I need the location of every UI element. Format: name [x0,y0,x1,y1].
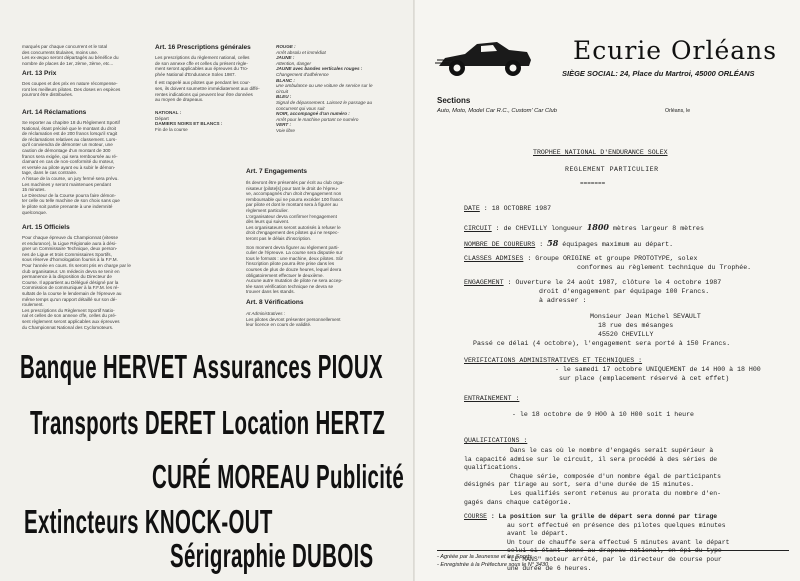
art15-body [22,235,152,330]
text-line: phée National d'Endurance Solex 1987. [155,71,236,77]
date-value: : 18 OCTOBRE 1987 [483,205,552,212]
text-line: "LE MANS" moteur arrêté, par le directeur de course pour [507,555,722,563]
text-line: sent règlement seront applicables aux épreuves [22,318,120,324]
doc-subtitle: REGLEMENT PARTICULIER [565,166,659,173]
art15-title: Art. 15 Officiels [22,224,70,231]
coureurs-label: NOMBRE DE COUREURS [464,241,536,248]
text-line: Les qualifiés seront retenus au prorata du nombre d'en- [510,489,721,497]
address-line: 18 rue des mésanges [598,322,674,329]
art16-title: Art. 16 Prescriptions générales [155,44,251,51]
sponsor-line-3: CURÉ MOREAU Publicité [152,458,405,495]
art13-intro [22,44,152,66]
sponsor-line-4: Extincteurs KNOCK-OUT [24,503,273,540]
classes-value-2: conformes au règlement technique du Trophée. [577,264,752,271]
sponsor-line-1: Banque HERVET Assurances PIOUX [20,348,383,385]
text-line: pourront être distribuées. [22,92,74,98]
footer [437,553,548,569]
text-line: nal et celles de son annexe cffe, celles du pré- [22,313,117,319]
national-label: NATIONAL : [155,110,182,115]
text-line: de réclamations relatives au classement. Lors- [22,136,117,142]
text-line: dès leurs qui suivent. [246,219,290,225]
address-block [590,312,701,339]
late-fee: Passé ce délai (4 octobre), l'engagement sera porté à 150 Francs. [473,340,731,347]
race-car-icon [435,30,535,80]
coureurs-row [464,238,673,248]
footer-divider [437,550,789,551]
text-line: A l'issue de la course, un jury fermé sera prévu. [22,175,119,181]
text-line: des concurrents titulaires, moins une. [22,49,99,55]
classes-value: : Groupe ORIGINE et groupe PROTOTYPE, solex [527,255,698,262]
art8-body [246,311,406,328]
text-line: VERT : [276,122,291,128]
text-line: BLANC : [276,77,295,83]
text-line: concurrent qui vous suit [276,105,325,111]
coureurs-handwritten: 58 [547,238,559,248]
art14-body [22,120,152,215]
text-line: club organisateur. Un médecin devra se tenir en [22,268,120,274]
text-line: ROUGE : [276,44,296,49]
text-line: ment seront applicables aux épreuves du Tro- [155,66,249,72]
text-line: règlement particulier. [246,207,289,213]
date-label: DATE [464,205,480,212]
text-line: Départ [155,115,169,121]
text-line: L'organisateur devra confirmer l'engagement [246,213,337,219]
text-line: remboursable qui ne pourra excéder 100 francs [246,196,343,202]
text-line: BLEU : [276,94,292,100]
text-line: une ambulance ou une voiture de service sur le [276,83,373,89]
engagement-line-3: à adresser : [539,297,587,304]
text-line: ve, accompagnés d'un droit d'engagement non [246,191,342,197]
text-line: de réclamation est de 200 francs lorsqu'il s'agit [22,131,118,137]
verif-label: VERIFICATIONS ADMINISTRATIVES ET TECHNIQUES : [464,357,643,364]
club-logo-text: Ecurie Orléans [573,36,778,65]
separator: ======= [580,180,606,187]
text-line: nisateur (pilote[s] pour tant le droit de l'épreu- [246,185,339,191]
coureurs-colon: : [539,241,544,248]
art7-title: Art. 7 Engagements [246,168,308,175]
text-line: National, étant précisé que le montant du droit [22,125,116,131]
text-line: Les prescriptions du règlement national, celles [155,55,250,60]
course-line: : La position sur la grille de départ sera donné par tirage [490,513,718,520]
text-line: même temps qu'un rapport détaillé sur son dé- [22,296,117,302]
text-line: leur licence en cours de validité. [246,322,312,328]
text-line: au moyen de drapeaux. [155,97,204,103]
engagement-label: ENGAGEMENT [464,279,504,286]
text-line: JAUNE : [276,55,295,61]
text-line: tée sans vérification technique ne devra se [246,283,334,289]
text-line: au sort effectué en présence des pilotes quelques minutes [507,521,726,529]
text-line: par pilote et dont le montant sera à figurer au [246,202,338,208]
text-line: At Administratives : [246,311,286,316]
text-line: trouver dans les stands. [246,289,295,295]
siege-social: SIÈGE SOCIAL: 24, Place du Martroi, 45000 ORLÉANS [562,69,755,78]
text-line: Chaque série, composée d'un nombre égal de participants [510,472,721,480]
text-line: teront pas le délais d'inscription. [246,235,312,241]
text-line: circuit [276,88,288,94]
sections-list: Auto, Moto, Model Car R.C., Custom' Car Club [437,108,557,114]
text-line: Attention, danger [276,60,311,66]
circuit-row [464,222,704,232]
art13-title: Art. 13 Prix [22,70,57,77]
text-line: l'inscription pilote pourra être prise dans les [246,261,335,267]
circuit-value: : de CHEVILLY longueur [495,225,583,232]
date-row [464,205,551,212]
classes-row [464,255,697,262]
art7-body [246,180,406,295]
art14-title: Art. 14 Réclamations [22,109,87,116]
right-page [415,0,800,581]
text-line: Arrêt absolu et immédiat [276,49,326,55]
art8-title: Art. 8 Vérifications [246,299,304,306]
text-line: Aucune autre mutation de pilote ne sera accep- [246,278,343,284]
course-row [464,513,717,522]
art13-body [22,81,152,98]
text-line: Le Directeur de la Course pourra faire démon- [22,192,116,198]
text-line: Arrêt pour le machine portant ce numéro [276,116,359,122]
text-line: Son moment devra figurer au règlement parti- [246,244,339,250]
entr-label: ENTRAINEMENT : [464,395,520,402]
verif-line-2: sur place (emplacement réservé à cet effet) [559,375,730,382]
doc-title: TROPHEE NATIONAL D'ENDURANCE SOLEX [533,149,668,156]
text-line: marqués par chaque concurrent et le total [22,44,108,49]
text-line: gagés dans chaque catégorie. [464,498,572,506]
text-line: droit d'engagement des pilotes qui ne respec- [246,230,339,236]
text-line: nombre de places de 1er, 2ème, 3ème, etc... [22,60,114,66]
city-date: Orléans, le [665,108,691,114]
text-line: tous le formats : une machine, deux pilotes. Sûr [246,255,344,261]
address-line: Monsieur Jean Michel SEVAULT [590,313,701,320]
text-line: roulement. [22,302,44,308]
text-line: Pour chaque épreuve du Championnat (vitesse [22,235,119,240]
text-line: permanence à la disposition du Directeur de [22,274,112,280]
text-line: ses, ils doivent soumettre immédiatement aux diffé- [155,85,260,91]
text-line: Pour l'année en cours. Ils seront pris en charge par le [22,262,131,268]
text-line: de son annexe cffe et celles du présent règle- [155,60,248,66]
text-line: ter celle ou telle machine de son choix sans que [22,198,120,204]
text-line: une durée de 6 heures. [507,564,592,572]
text-line: sultats de la course le lendemain de l'épreuve au [22,290,122,296]
text-line: la capacité admise sur le circuit, il sera procédé à des séries de [464,455,718,463]
text-line: qualifications. [464,464,522,472]
sponsor-line-2: Transports DERET Location HERTZ [30,404,386,441]
text-line: et versée au pilote ayant eu à subir le démon- [22,164,116,170]
text-line: francs sera exigée, qui sera remboursée au ré- [22,153,118,159]
qual-label: QUALIFICATIONS : [464,437,528,444]
text-line: nes de Ligue et trois Commissaires Sportifs, [22,251,112,257]
text-line: Les pilotes devront présenter personnellement [246,316,341,322]
text-line: culier de l'épreuve. La course sera disputée sur [246,250,343,256]
text-line: le pilote soit partie prenante à une indemnité [22,203,113,209]
circuit-label: CIRCUIT [464,225,492,232]
text-line: désignés par tirage au sort, sera d'une durée de 15 minutes. [464,481,695,489]
text-line: ront les meilleurs pilotes. Des doses en espèces [22,86,121,92]
classes-label: CLASSES ADMISES [464,255,524,262]
text-line: Il est rappelé aux pilotes que pendant les cour- [155,80,251,86]
text-line: Des coupes et des prix en nature récompense- [22,81,118,86]
text-line: Les organisateurs seront autorisés à refuser le [246,224,341,230]
text-line: Un tour de chauffe sera effectué 5 minutes avant le départ [507,538,730,546]
text-line: Course. Il appartient au Délégué désigné par la [22,279,119,285]
text-line: obligatoirement effectuer le deuxième. [246,272,324,278]
text-line: DAMIERS NOIRS ET BLANCS : [155,121,223,127]
sponsor-line-5: Sérigraphie DUBOIS [170,537,374,574]
text-line: gner un Commissaire Technique, deux person- [22,246,118,252]
text-line: tage, dans le cas contraire. [22,170,78,176]
text-line: Fin de la course [155,126,188,132]
text-line: 15 minutes. [22,187,46,193]
course-label: COURSE [464,513,488,520]
text-line: NOIR, accompagné d'un numéro : [276,111,350,117]
circuit-length-handwritten: 1800 [586,222,609,232]
flags-list [276,44,406,134]
text-line: Changement d'adhérence [276,71,329,77]
engagement-line-2: droit d'engagement par équipage 100 Francs. [539,288,710,295]
verif-line-1: - le samedi 17 octobre UNIQUEMENT de 14 H00 à 18 H00 [555,366,761,373]
text-line: Ils devront être présentés par écrit au club orga- [246,180,344,185]
text-line: Les machines y seront maintenues pendant [22,181,111,187]
text-line: Voie libre [276,127,295,133]
circuit-tail: mètres largeur 8 mètres [612,225,704,232]
qual-body [464,447,721,507]
footer-line: - Enregistrée à la Préfecture sous le N° 3430 [437,562,549,568]
text-line: Commission de communiquer à la F.F.M. les ré- [22,285,120,291]
text-line: caution de démontage d'un montant de 300 [22,147,111,153]
text-line: qu'il conviendra de démonter un moteur, une [22,142,113,148]
engagement-row [464,279,721,286]
text-line: et endurance), la Ligue Régionale aura à dési- [22,240,117,246]
text-line: Dans le cas où le nombre d'engagés serait supérieur à [510,447,714,454]
text-line: sous réserve d'homologation fournis à la F.F.M. [22,257,118,263]
text-line: JAUNE avec bandes verticales rouges : [276,66,363,72]
entr-line: - le 18 octobre de 9 H00 à 10 H00 soit 1 heure [512,411,695,418]
address-line: 45520 CHEVILLY [598,331,654,338]
sections-label: Sections [437,96,471,105]
text-line: Les prescriptions du Règlement Sportif Natio- [22,307,115,313]
art16-body [155,55,273,103]
text-line: Signal de dépassement. Laissez le passage au [276,99,373,105]
text-line: rentes indications qui peuvent leur être données [155,91,253,97]
text-line: courses de plus de douze heures, lequel devra [246,266,342,272]
national-flags [155,110,273,132]
engagement-line: : Ouverture le 24 août 1987, clôture le 4 octobre 1987 [507,279,722,286]
text-line: avant le départ. [507,530,569,538]
coureurs-tail: équipages maximum au départ. [562,241,674,248]
footer-line: - Agréée par la Jeunesse et les Sports [437,554,532,560]
text-line: Les ex-æquo seront départagés au bénéfice du [22,55,119,61]
text-line: quelconque. [22,209,48,215]
text-line: Se reporter au chapitre 18 du Règlement Sportif [22,120,120,125]
text-line: clamant en cas de non-conformité du moteur, [22,159,115,165]
text-line: du Championnat National des Cyclomoteurs. [22,324,114,330]
